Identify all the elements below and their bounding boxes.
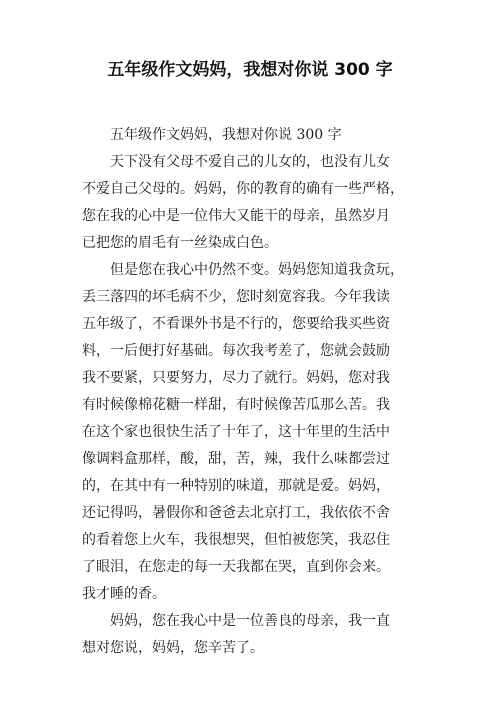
paragraph-4: 妈妈，您在我心中是一位善良的母亲，我一直 想对您说，妈妈，您辛苦了。	[82, 613, 390, 656]
document-title: 五年级作文妈妈，我想对你说 300 字	[107, 60, 393, 80]
paragraph-2: 天下没有父母不爱自己的儿女的，也没有儿女 不爱自己父母的。妈妈，你的教育的确有一些严格， 您在我的心中是一位伟大又能干的母亲，虽然岁月 已把您的眉毛有一丝染成白色。	[82, 154, 404, 251]
document-body	[82, 122, 432, 662]
paragraph-1: 五年级作文妈妈，我想对你说 300 字	[110, 127, 342, 143]
paragraph-3: 但是您在我心中仍然不变。妈妈您知道我贪玩， 丢三落四的坏毛病不少，您时刻宽容我。今年我读 五年级了，不看课外书是不行的，您要给我买些资 料，一后便打好基础。每次我考差了，您就会鼓励 我不要紧，只要努力，尽力了就行。妈妈，您对我 有时候像棉花糖一样甜，有时候像苦瓜那么苦。我 在这个家也很快生活了十年了，这十年里的生活中 像调料盒那样，酸，甜，苦，辣，我什么味都尝过 的，在其中有一种特别的味道，那就是爱。妈妈， 还记得吗，暑假你和爸爸去北京打工，我依依不舍 的看着您上火车，我很想哭，但怕被您笑，我忍住 了眼泪，在您走的每一天我都在哭，直到你会来。 我才睡的香。	[82, 262, 404, 602]
